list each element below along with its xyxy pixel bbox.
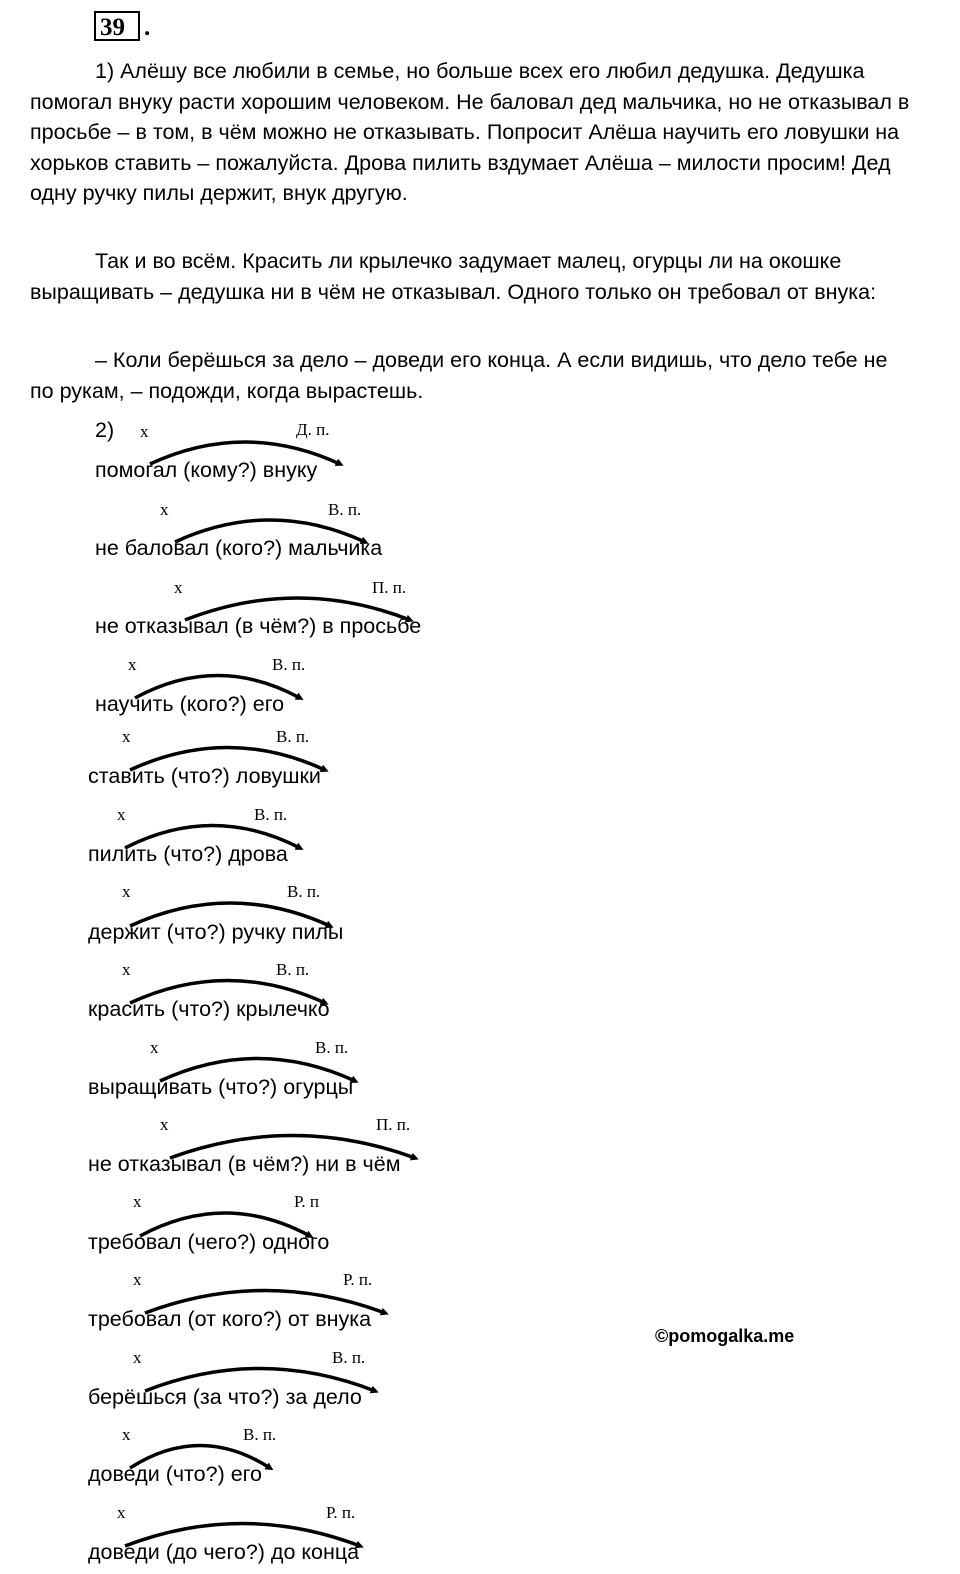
dependency-arc [145,1291,385,1314]
case-label: В. п. [276,960,310,979]
case-label: П. п. [376,1115,411,1134]
head-word-mark: х [117,805,126,824]
phrase-text: доведи (что?) его [88,1462,262,1486]
head-word-mark: х [122,882,131,901]
dependency-arc [125,826,300,849]
dependency-arc [130,981,325,1004]
dependency-arc [130,748,325,771]
phrase-text: требовал (от кого?) от внука [88,1307,372,1331]
case-label: Р. п. [343,1270,373,1289]
head-word-mark: х [150,1038,159,1057]
phrase-text: красить (что?) крылечко [88,997,330,1021]
phrase-text: берёшься (за что?) за дело [88,1385,362,1409]
case-label: В. п. [315,1038,349,1057]
head-word-mark: х [160,1115,169,1134]
head-word-mark: х [117,1503,126,1522]
case-label: Р. п. [326,1503,356,1522]
head-word-mark: х [133,1192,142,1211]
exercise-number-dot: . [144,14,151,41]
dependency-arc [150,442,340,464]
head-word-mark: х [160,500,169,519]
head-word-mark: х [174,578,183,597]
case-label: В. п. [328,500,362,519]
phrase-text: пилить (что?) дрова [88,842,288,866]
phrase-text: держит (что?) ручку пилы [88,920,344,944]
dependency-arc [130,903,330,926]
phrase-text: не отказывал (в чём?) в просьбе [95,614,422,638]
head-word-mark: х [140,422,149,441]
dependency-arc [145,1369,375,1392]
head-word-mark: х [122,1425,131,1444]
phrase-text: не баловал (кого?) мальчика [95,536,383,560]
dependency-arc [125,1524,360,1547]
case-label: Д. п. [296,420,330,439]
phrase-text: помогал (кому?) внуку [95,458,318,482]
case-label: Р. п [294,1192,319,1211]
phrase-text: выращивать (что?) огурцы [88,1075,354,1099]
phrase-text: требовал (чего?) одного [88,1230,330,1254]
case-label: В. п. [243,1425,277,1444]
dependency-arc [130,1446,270,1469]
phrase-text: ставить (что?) ловушки [88,764,321,788]
dependency-arc [175,520,365,542]
part-2-label: 2) [95,418,115,442]
phrase-text: научить (кого?) его [95,692,285,716]
head-word-mark: х [122,727,131,746]
dependency-arc [135,676,300,699]
dependency-arc [140,1213,310,1236]
case-label: В. п. [254,805,288,824]
case-label: В. п. [287,882,321,901]
head-word-mark: х [133,1348,142,1367]
paragraph-3: – Коли берёшься за дело – доведи его конца. А если видишь, что дело тебе не по рукам, – подожди, когда вырастешь. [30,348,888,403]
case-label: В. п. [276,727,310,746]
head-word-mark: х [122,960,131,979]
head-word-mark: х [133,1270,142,1289]
phrase-text: не отказывал (в чём?) ни в чём [88,1152,401,1176]
head-word-mark: х [128,655,137,674]
case-label: В. п. [272,655,306,674]
paragraph-2: Так и во всём. Красить ли крылечко задумает малец, огурцы ли на окошке выращивать – дедушка ни в чём не отказывал. Одного только он требовал от внука: [30,249,877,304]
dependency-arc [170,1136,415,1159]
dependency-arc [160,1059,355,1082]
case-label: П. п. [372,578,407,597]
dependency-arc [185,598,410,620]
phrase-text: доведи (до чего?) до конца [88,1540,360,1564]
exercise-number: 39 [94,11,140,41]
copyright-watermark: ©pomogalka.me [655,1326,795,1346]
case-label: В. п. [332,1348,366,1367]
paragraph-1: 1) Алёшу все любили в семье, но больше всех его любил дедушка. Дедушка помогал внуку расти хорошим человеком. Не баловал дед мальчика, но не отказывал в просьбе – в том, в чём можно не отказывать. Попросит Алёша научить его ловушки на хорьков ставить – пожалуйста. Дрова пилить вздумает Алёша – милости просим! Дед одну ручку пилы держит, внук другую. [30,59,910,205]
